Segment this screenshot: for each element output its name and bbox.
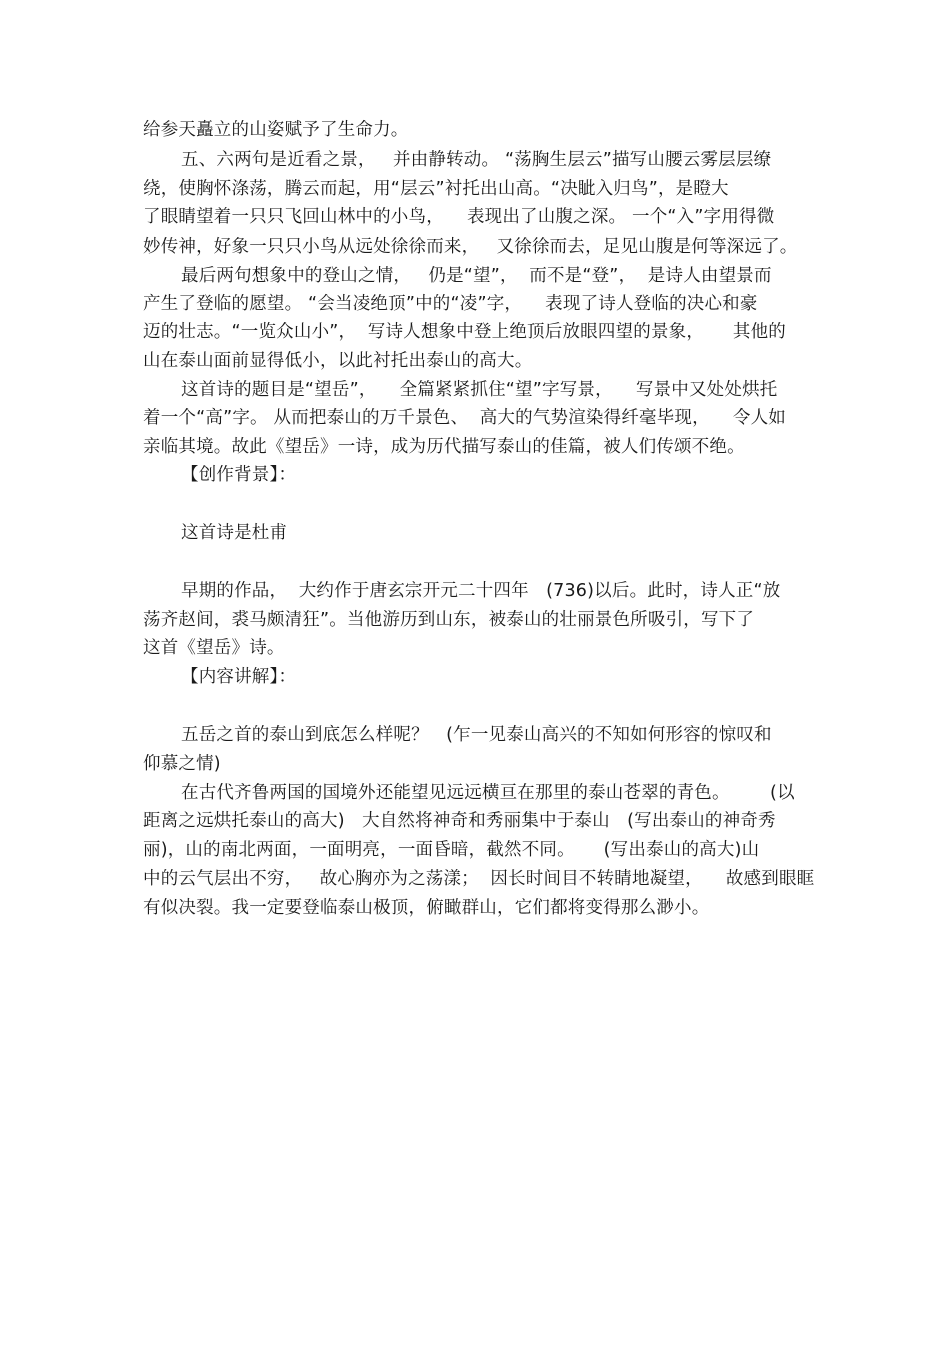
body-text-line: 了眼睛望着一只只飞回山林中的小鸟， 表现出了山腹之深。 一个“入”字用得微 xyxy=(143,207,775,227)
section-heading-explanation: 【内容讲解】： xyxy=(181,667,297,687)
body-text-line: 绕，使胸怀涤荡，腾云而起，用“层云”衬托出山高。“决眦入归鸟”，是瞪大 xyxy=(143,179,729,199)
paragraph-text-line: 在古代齐鲁两国的国境外还能望见远远横亘在那里的泰山苍翠的青色。 (以 xyxy=(181,783,795,803)
paragraph-text-line: 五岳之首的泰山到底怎么样呢？ (乍一见泰山高兴的不知如何形容的惊叹和 xyxy=(181,725,772,745)
paragraph-text-line: 这首诗的题目是“望岳”， 全篇紧紧抓住“望”字写景， 写景中又处处烘托 xyxy=(181,380,778,400)
body-text-line: 亲临其境。故此《望岳》一诗，成为历代描写泰山的佳篇，被人们传颂不绝。 xyxy=(143,437,745,457)
body-text-line: 这首《望岳》诗。 xyxy=(143,638,285,658)
body-text-line: 距离之远烘托泰山的高大) 大自然将神奇和秀丽集中于泰山 (写出泰山的神奇秀 xyxy=(143,811,776,831)
section-heading-background: 【创作背景】： xyxy=(181,465,297,485)
body-text-line: 仰慕之情) xyxy=(143,754,221,774)
body-text-line: 荡齐赵间，裘马颇清狂”。当他游历到山东，被泰山的壮丽景色所吸引，写下了 xyxy=(143,610,755,630)
body-text-line: 产生了登临的愿望。 “会当凌绝顶”中的“凌”字， 表现了诗人登临的决心和豪 xyxy=(143,294,758,314)
body-text-line: 山在泰山面前显得低小，以此衬托出泰山的高大。 xyxy=(143,351,533,371)
paragraph-text-line: 这首诗是杜甫 xyxy=(181,523,288,543)
body-text-line: 迈的壮志。“一览众山小”， 写诗人想象中登上绝顶后放眼四望的景象， 其他的 xyxy=(143,322,786,342)
paragraph-text-line: 五、六两句是近看之景， 并由静转动。 “荡胸生层云”描写山腰云雾层层缭 xyxy=(181,150,772,170)
paragraph-text-line: 最后两句想象中的登山之情， 仍是“望”， 而不是“登”， 是诗人由望景而 xyxy=(181,266,772,286)
paragraph-text-line: 早期的作品， 大约作于唐玄宗开元二十四年 (736)以后。此时，诗人正“放 xyxy=(181,581,781,601)
body-text-line: 有似决裂。我一定要登临泰山极顶，俯瞰群山，它们都将变得那么渺小。 xyxy=(143,898,710,918)
body-text-line: 妙传神，好象一只只小鸟从远处徐徐而来， 又徐徐而去，足见山腹是何等深远了。 xyxy=(143,237,798,257)
body-text-line: 着一个“高”字。 从而把泰山的万千景色、 高大的气势渲染得纤毫毕现， 令人如 xyxy=(143,408,786,428)
body-text-line: 给参天矗立的山姿赋予了生命力。 xyxy=(143,120,409,140)
body-text-line: 中的云气层出不穷， 故心胸亦为之荡漾； 因长时间目不转睛地凝望， 故感到眼眶 xyxy=(143,869,815,889)
body-text-line: 丽)，山的南北两面，一面明亮，一面昏暗，截然不同。 (写出泰山的高大)山 xyxy=(143,840,760,860)
